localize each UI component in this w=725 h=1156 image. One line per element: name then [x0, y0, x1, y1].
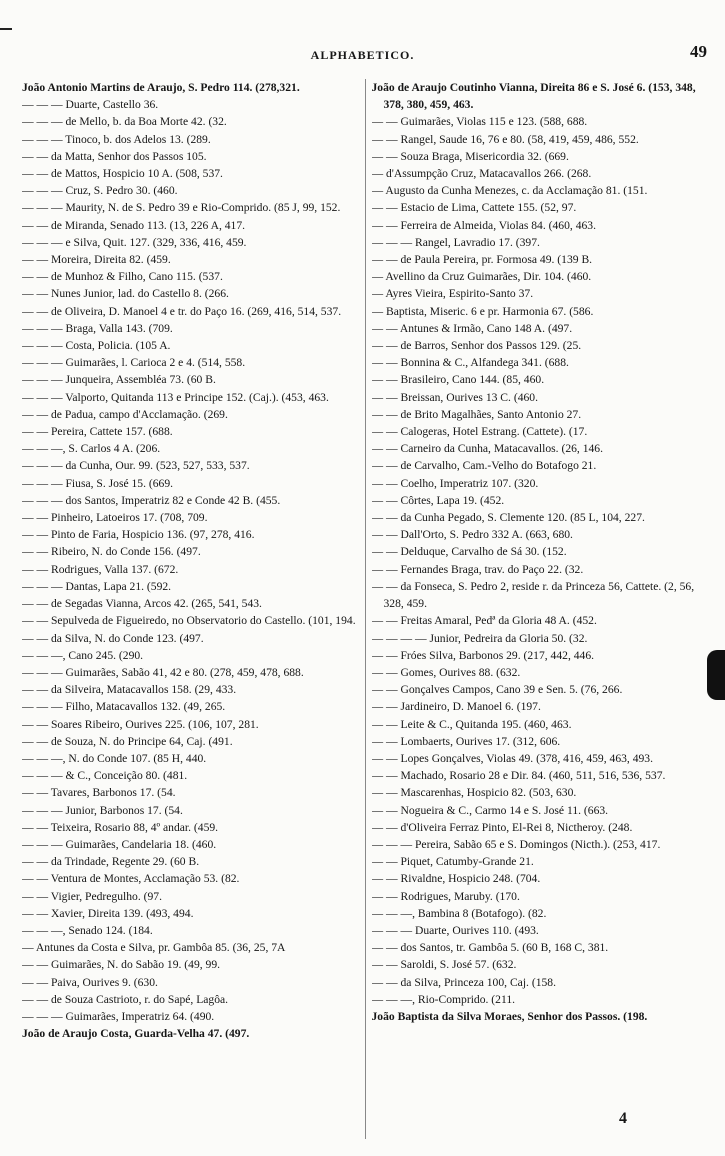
directory-entry: — — — Guimarães, Candelaria 18. (460. [22, 837, 217, 851]
directory-entry: João Antonio Martins de Araujo, S. Pedro 114. (278,321. [22, 81, 300, 94]
running-head: ALPHABETICO. [310, 48, 415, 62]
directory-entry: — — —, Bambina 8 (Botafogo). (82. [371, 906, 547, 920]
directory-entry: — — —, N. do Conde 107. (85 H, 440. [22, 751, 207, 765]
directory-entry: — — Jardineiro, D. Manoel 6. (197. [371, 700, 541, 714]
directory-entry: — — Lombaerts, Ourives 17. (312, 606. [371, 734, 561, 748]
directory-entry: — — Xavier, Direita 139. (493, 494. [22, 906, 194, 920]
directory-entry: — — Pereira, Cattete 157. (688. [22, 425, 173, 439]
directory-entry: João Baptista da Silva Moraes, Senhor dos Passos. (198. [371, 1009, 648, 1023]
directory-entry: — — de Miranda, Senado 113. (13, 226 A, 417. [22, 218, 246, 232]
directory-entry: — — Lopes Gonçalves, Violas 49. (378, 416, 459, 463, 493. [371, 751, 653, 765]
directory-entry: — — Machado, Rosario 28 e Dir. 84. (460, 511, 516, 536, 537. [371, 769, 666, 783]
directory-entry: — — — Duarte, Castello 36. [22, 98, 159, 112]
directory-entry: — — — Pereira, Sabão 65 e S. Domingos (Nicth.). (253, 417. [371, 837, 661, 851]
directory-entry: — — Gomes, Ourives 88. (632. [371, 665, 521, 679]
directory-entry: — — — Duarte, Ourives 110. (493. [371, 923, 539, 937]
directory-entry: — — da Silva, Princeza 100, Caj. (158. [371, 975, 556, 989]
directory-entry: — — Soares Ribeiro, Ourives 225. (106, 107, 281. [22, 717, 259, 731]
directory-entry: — Avellino da Cruz Guimarães, Dir. 104. (460. [371, 270, 592, 284]
directory-entry: — — da Trindade, Regente 29. (60 B. [22, 855, 200, 869]
directory-entry: — — — Tinoco, b. dos Adelos 13. (289. [22, 132, 211, 146]
directory-entry: — — Breissan, Ourives 13 C. (460. [371, 390, 538, 404]
directory-entry: — — de Carvalho, Cam.-Velho do Botafogo 21. [371, 459, 597, 473]
right-column [372, 79, 711, 1139]
directory-entry: — — Ribeiro, N. do Conde 156. (497. [22, 545, 201, 559]
directory-entry: — — Bonnina & C., Alfandega 341. (688. [371, 356, 569, 370]
directory-entry: — — Moreira, Direita 82. (459. [22, 253, 171, 267]
directory-entry: — — Estacio de Lima, Cattete 155. (52, 97. [371, 201, 577, 215]
directory-entry: — Ayres Vieira, Espirito-Santo 37. [371, 287, 534, 301]
directory-entry: — — dos Santos, tr. Gambôa 5. (60 B, 168 C, 381. [371, 941, 609, 955]
directory-entry: — — da Silva, N. do Conde 123. (497. [22, 631, 204, 645]
directory-entry: — — — dos Santos, Imperatriz 82 e Conde 42 B. (455. [22, 493, 281, 507]
directory-entry: — — Dall'Orto, S. Pedro 332 A. (663, 680. [371, 528, 573, 542]
directory-entry: — — de Munhoz & Filho, Cano 115. (537. [22, 270, 223, 284]
directory-entry: — — — Dantas, Lapa 21. (592. [22, 579, 172, 593]
directory-entry: — — da Fonseca, S. Pedro 2, reside r. da Princeza 56, Cattete. (2, 56, 328, 459. [371, 579, 695, 611]
two-column-body [22, 79, 710, 1139]
directory-entry: — — Guimarães, N. do Sabão 19. (49, 99. [22, 958, 221, 972]
directory-entry: João de Araujo Costa, Guarda-Velha 47. (497. [22, 1027, 250, 1041]
directory-entry: — — Calogeras, Hotel Estrang. (Cattete). (17. [371, 425, 588, 439]
directory-entry: — — de Souza Castrioto, r. do Sapé, Lagôa. [22, 992, 229, 1006]
directory-entry: — — Teixeira, Rosario 88, 4º andar. (459. [22, 820, 219, 834]
directory-entry: — — da Silveira, Matacavallos 158. (29, 433. [22, 683, 237, 697]
directory-entry: — — — Guimarães, Sabão 41, 42 e 80. (278, 459, 478, 688. [22, 665, 304, 679]
directory-entry: — — — Guimarães, Imperatriz 64. (490. [22, 1009, 215, 1023]
directory-entry: — — Nogueira & C., Carmo 14 e S. José 11. (663. [371, 803, 609, 817]
directory-entry: — Augusto da Cunha Menezes, c. da Acclamação 81. (151. [371, 184, 648, 198]
directory-entry: — — Saroldi, S. José 57. (632. [371, 958, 517, 972]
directory-entry: — — Rivaldne, Hospicio 248. (704. [371, 872, 541, 886]
directory-entry: — — Rangel, Saude 16, 76 e 80. (58, 419, 459, 486, 552. [371, 132, 639, 146]
directory-entry: — — Fróes Silva, Barbonos 29. (217, 442, 446. [371, 648, 595, 662]
directory-entry: — — de Oliveira, D. Manoel 4 e tr. do Paço 16. (269, 416, 514, 537. [22, 304, 342, 318]
directory-entry: — — — da Cunha, Our. 99. (523, 527, 533, 537. [22, 459, 250, 473]
directory-entry: — — —, Rio-Comprido. (211. [371, 992, 516, 1006]
directory-entry: — — — Guimarães, l. Carioca 2 e 4. (514, 558. [22, 356, 246, 370]
corner-rule [0, 28, 12, 30]
page-number: 49 [690, 42, 707, 61]
directory-entry: — — Antunes & Irmão, Cano 148 A. (497. [371, 321, 573, 335]
ink-blot [707, 650, 725, 700]
directory-entry: — — de Paula Pereira, pr. Formosa 49. (139 B. [371, 253, 593, 267]
directory-entry: — — Paiva, Ourives 9. (630. [22, 975, 158, 989]
directory-entry: — — — e Silva, Quit. 127. (329, 336, 416, 459. [22, 235, 247, 249]
directory-entry: — — de Mattos, Hospicio 10 A. (508, 537. [22, 167, 223, 181]
directory-entry: — — — & C., Conceição 80. (481. [22, 769, 188, 783]
directory-entry: — — — Cruz, S. Pedro 30. (460. [22, 184, 178, 198]
directory-entry: João de Araujo Coutinho Vianna, Direita 86 e S. José 6. (153, 348, 378, 380, 459, 463. [371, 81, 696, 112]
directory-entry: — — Freitas Amaral, Pedª da Gloria 48 A. (452. [371, 614, 597, 628]
directory-entry: — Baptista, Miseric. 6 e pr. Harmonia 67. (586. [371, 304, 594, 318]
directory-entry: — — Fernandes Braga, trav. do Paço 22. (32. [371, 562, 584, 576]
directory-entry: — — de Souza, N. do Principe 64, Caj. (491. [22, 734, 233, 748]
directory-entry: — — — Maurity, N. de S. Pedro 39 e Rio-Comprido. (85 J, 99, 152. [22, 201, 341, 215]
directory-entry: — — Leite & C., Quitanda 195. (460, 463. [371, 717, 572, 731]
directory-entry: — — — Junior, Barbonos 17. (54. [22, 803, 183, 817]
directory-entry: — — —, S. Carlos 4 A. (206. [22, 442, 161, 456]
directory-entry: — — Guimarães, Violas 115 e 123. (588, 688. [371, 115, 588, 129]
directory-entry: — — — Valporto, Quitanda 113 e Principe 152. (Caj.). (453, 463. [22, 390, 329, 404]
directory-entry: — — Nunes Junior, lad. do Castello 8. (266. [22, 287, 229, 301]
directory-entry: — — Pinto de Faria, Hospicio 136. (97, 278, 416. [22, 528, 255, 542]
directory-entry: — — —, Senado 124. (184. [22, 923, 153, 937]
directory-entry: — — Gonçalves Campos, Cano 39 e Sen. 5. (76, 266. [371, 683, 623, 697]
directory-entry: — — d'Oliveira Ferraz Pinto, El-Rei 8, Nictheroy. (248. [371, 820, 633, 834]
directory-entry: — — Vigier, Pedregulho. (97. [22, 889, 162, 903]
directory-entry: — — — Filho, Matacavallos 132. (49, 265. [22, 700, 226, 714]
directory-entry: — — Côrtes, Lapa 19. (452. [371, 493, 505, 507]
directory-entry: — — — de Mello, b. da Boa Morte 42. (32. [22, 115, 227, 129]
directory-entry: — — — — Junior, Pedreira da Gloria 50. (32. [371, 631, 588, 645]
directory-entry: — — — Costa, Policia. (105 A. [22, 339, 171, 353]
directory-entry: — — de Padua, campo d'Acclamação. (269. [22, 407, 228, 421]
directory-entry: — — — Junqueira, Assembléa 73. (60 B. [22, 373, 216, 387]
directory-entry: — — da Cunha Pegado, S. Clemente 120. (85 L, 104, 227. [371, 511, 645, 525]
directory-entry: — — de Barros, Senhor dos Passos 129. (25. [371, 339, 582, 353]
directory-entry: — — Brasileiro, Cano 144. (85, 460. [371, 373, 545, 387]
directory-entry: — — Delduque, Carvalho de Sá 30. (152. [371, 545, 567, 559]
directory-entry: — — Rodrigues, Valla 137. (672. [22, 562, 179, 576]
directory-entry: — — Mascarenhas, Hospicio 82. (503, 630. [371, 786, 577, 800]
signature-mark: 4 [619, 1110, 627, 1127]
directory-entry: — — Ventura de Montes, Acclamação 53. (82. [22, 872, 240, 886]
directory-entry: — — — Rangel, Lavradio 17. (397. [371, 235, 540, 249]
directory-entry: — — — Braga, Valla 143. (709. [22, 321, 173, 335]
directory-entry: — — Souza Braga, Misericordia 32. (669. [371, 149, 569, 163]
directory-entry: — — Pinheiro, Latoeiros 17. (708, 709. [22, 511, 208, 525]
directory-entry: — — — Fiusa, S. José 15. (669. [22, 476, 174, 490]
directory-entry: — — —, Cano 245. (290. [22, 648, 144, 662]
directory-entry: — d'Assumpção Cruz, Matacavallos 266. (268. [371, 167, 592, 181]
directory-entry: — — da Matta, Senhor dos Passos 105. [22, 149, 207, 163]
directory-entry: — — Tavares, Barbonos 17. (54. [22, 786, 176, 800]
directory-entry: — — de Brito Magalhães, Santo Antonio 27. [371, 407, 582, 421]
directory-entry: — — Ferreira de Almeida, Violas 84. (460, 463. [371, 218, 596, 232]
directory-entry: — — Sepulveda de Figueiredo, no Observatorio do Castello. (101, 194. [22, 614, 356, 628]
directory-entry: — Antunes da Costa e Silva, pr. Gambôa 85. (36, 25, 7A [22, 941, 286, 955]
directory-entry: — — Coelho, Imperatriz 107. (320. [371, 476, 539, 490]
directory-entry: — — Rodrigues, Maruby. (170. [371, 889, 520, 903]
directory-entry: — — de Segadas Vianna, Arcos 42. (265, 541, 543. [22, 597, 262, 611]
left-column [22, 79, 366, 1139]
directory-entry: — — Piquet, Catumby-Grande 21. [371, 855, 534, 869]
directory-entry: — — Carneiro da Cunha, Matacavallos. (26, 146. [371, 442, 603, 456]
